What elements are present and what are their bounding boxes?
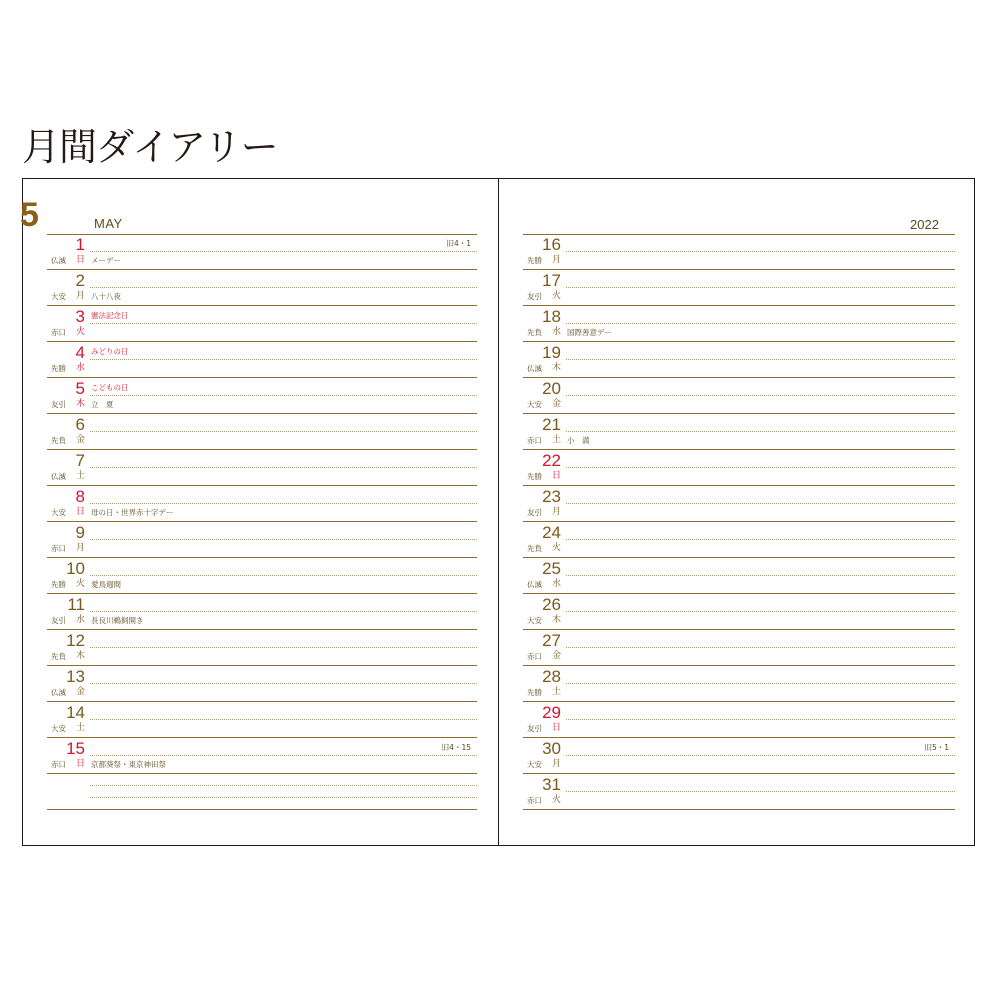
weekday-label: 火 (76, 327, 86, 337)
rokuyo-label: 仏滅 (51, 256, 66, 265)
weekday-label: 火 (552, 543, 562, 553)
rokuyo-label: 先勝 (527, 256, 542, 265)
dotted-line (90, 575, 477, 576)
memo-row[interactable] (47, 775, 477, 811)
holiday-label: みどりの日 (91, 347, 129, 356)
row-rule (523, 485, 955, 486)
weekday-label: 月 (552, 255, 562, 265)
weekday-label: 土 (552, 435, 562, 445)
weekday-label: 木 (76, 651, 86, 661)
day-row[interactable] (47, 235, 477, 271)
day-row[interactable] (47, 379, 477, 415)
lunar-date: 旧4・15 (441, 743, 471, 752)
weekday-label: 土 (552, 687, 562, 697)
weekday-label: 水 (76, 363, 86, 373)
weekday-label: 火 (552, 795, 562, 805)
row-rule (47, 413, 477, 414)
dotted-line (90, 683, 477, 684)
weekday-label: 日 (76, 255, 86, 265)
dotted-line (90, 395, 477, 396)
event-label: 立 夏 (91, 400, 114, 409)
day-row[interactable] (523, 739, 955, 775)
day-number: 9 (75, 523, 85, 542)
dotted-line (566, 575, 955, 576)
dotted-line (566, 395, 955, 396)
rokuyo-label: 先負 (527, 328, 542, 337)
row-rule (47, 701, 477, 702)
day-row[interactable] (47, 739, 477, 775)
day-row[interactable] (523, 775, 955, 811)
rokuyo-label: 大安 (51, 508, 66, 517)
day-number: 4 (75, 343, 85, 362)
row-rule (47, 593, 477, 594)
day-number: 11 (67, 595, 85, 614)
lunar-date: 旧4・1 (446, 239, 471, 248)
day-row[interactable] (523, 271, 955, 307)
dotted-line (566, 251, 955, 252)
weekday-label: 水 (552, 327, 562, 337)
holiday-label: 憲法記念日 (91, 311, 129, 320)
dotted-line (90, 719, 477, 720)
row-rule (47, 305, 477, 306)
day-row[interactable] (47, 451, 477, 487)
day-row[interactable] (47, 667, 477, 703)
dotted-line (566, 683, 955, 684)
day-number: 3 (75, 307, 85, 326)
rokuyo-label: 友引 (527, 724, 542, 733)
dotted-line (90, 539, 477, 540)
day-row[interactable] (523, 631, 955, 667)
weekday-label: 木 (552, 615, 562, 625)
day-number: 29 (542, 703, 561, 722)
row-rule (47, 809, 477, 810)
event-label: メーデー (91, 256, 121, 265)
rokuyo-label: 赤口 (527, 436, 542, 445)
day-row[interactable] (523, 451, 955, 487)
day-row[interactable] (47, 595, 477, 631)
dotted-line (566, 755, 955, 756)
page-title: 月間ダイアリー (22, 125, 278, 169)
event-label: 京都葵祭・東京神田祭 (91, 760, 166, 769)
day-number: 23 (542, 487, 561, 506)
year-label: 2022 (910, 217, 939, 232)
event-label: 母の日・世界赤十字デー (91, 508, 174, 517)
event-label: 国際善意デー (567, 328, 612, 337)
row-rule (523, 269, 955, 270)
rokuyo-label: 先勝 (51, 580, 66, 589)
row-rule (47, 485, 477, 486)
day-number: 10 (66, 559, 85, 578)
dotted-line (90, 611, 477, 612)
row-rule (47, 737, 477, 738)
weekday-label: 金 (76, 687, 86, 697)
weekday-label: 金 (552, 651, 562, 661)
day-row[interactable] (523, 559, 955, 595)
row-rule (47, 557, 477, 558)
dotted-line (566, 611, 955, 612)
weekday-label: 月 (552, 759, 562, 769)
day-number: 26 (542, 595, 561, 614)
dotted-line (90, 785, 477, 786)
rokuyo-label: 赤口 (527, 796, 542, 805)
dotted-line (90, 323, 477, 324)
day-number: 12 (66, 631, 85, 650)
day-number: 6 (75, 415, 85, 434)
row-rule (523, 305, 955, 306)
weekday-label: 日 (76, 507, 86, 517)
weekday-label: 日 (552, 723, 562, 733)
day-number: 18 (542, 307, 561, 326)
day-number: 31 (542, 775, 561, 794)
day-row[interactable] (47, 307, 477, 343)
dotted-line (90, 359, 477, 360)
day-number: 21 (542, 415, 561, 434)
row-rule (47, 341, 477, 342)
row-rule (47, 449, 477, 450)
day-row[interactable] (47, 631, 477, 667)
month-name: MAY (94, 216, 123, 231)
day-number: 30 (542, 739, 561, 758)
dotted-line (566, 287, 955, 288)
day-row[interactable] (523, 343, 955, 379)
row-rule (523, 629, 955, 630)
row-rule (523, 341, 955, 342)
row-rule (523, 665, 955, 666)
rokuyo-label: 友引 (51, 400, 66, 409)
day-number: 8 (75, 487, 85, 506)
day-row[interactable] (523, 379, 955, 415)
rokuyo-label: 先負 (51, 652, 66, 661)
row-rule (47, 377, 477, 378)
rokuyo-label: 友引 (527, 292, 542, 301)
dotted-line (566, 539, 955, 540)
dotted-line (90, 287, 477, 288)
weekday-label: 火 (552, 291, 562, 301)
day-number: 17 (542, 271, 561, 290)
book-spine (498, 178, 499, 846)
day-number: 24 (542, 523, 561, 542)
day-row[interactable] (523, 235, 955, 271)
lunar-date: 旧5・1 (924, 743, 949, 752)
dotted-line (566, 323, 955, 324)
weekday-label: 月 (552, 507, 562, 517)
weekday-label: 日 (76, 759, 86, 769)
rokuyo-label: 先勝 (527, 688, 542, 697)
row-rule (47, 629, 477, 630)
day-row[interactable] (523, 595, 955, 631)
dotted-line (566, 719, 955, 720)
event-label: 小 満 (567, 436, 590, 445)
day-number: 16 (542, 235, 561, 254)
rokuyo-label: 仏滅 (527, 580, 542, 589)
day-number: 22 (542, 451, 561, 470)
dotted-line (566, 467, 955, 468)
day-number: 7 (75, 451, 85, 470)
row-rule (523, 809, 955, 810)
rokuyo-label: 仏滅 (527, 364, 542, 373)
event-label: 八十八夜 (91, 292, 121, 301)
day-number: 15 (66, 739, 85, 758)
day-number: 25 (542, 559, 561, 578)
day-number: 28 (542, 667, 561, 686)
row-rule (523, 593, 955, 594)
event-label: 愛鳥週間 (91, 580, 121, 589)
dotted-line (90, 503, 477, 504)
day-row[interactable] (523, 523, 955, 559)
day-row[interactable] (47, 703, 477, 739)
rokuyo-label: 大安 (527, 616, 542, 625)
day-row[interactable] (523, 703, 955, 739)
weekday-label: 月 (76, 291, 86, 301)
rokuyo-label: 赤口 (527, 652, 542, 661)
day-row[interactable] (47, 559, 477, 595)
day-row[interactable] (523, 415, 955, 451)
dotted-line (90, 431, 477, 432)
rokuyo-label: 先勝 (527, 472, 542, 481)
weekday-label: 土 (76, 723, 86, 733)
day-number: 20 (542, 379, 561, 398)
rokuyo-label: 赤口 (51, 544, 66, 553)
weekday-label: 土 (76, 471, 86, 481)
day-number: 13 (66, 667, 85, 686)
day-row[interactable] (523, 667, 955, 703)
day-number: 14 (66, 703, 85, 722)
weekday-label: 木 (76, 399, 86, 409)
day-number: 5 (75, 379, 85, 398)
holiday-label: こどもの日 (91, 383, 129, 392)
rokuyo-label: 友引 (51, 616, 66, 625)
dotted-line (566, 503, 955, 504)
rokuyo-label: 赤口 (51, 760, 66, 769)
rokuyo-label: 大安 (527, 760, 542, 769)
row-rule (523, 377, 955, 378)
rokuyo-label: 先負 (527, 544, 542, 553)
dotted-line (566, 431, 955, 432)
rokuyo-label: 友引 (527, 508, 542, 517)
weekday-label: 水 (76, 615, 86, 625)
row-rule (523, 773, 955, 774)
weekday-label: 金 (552, 399, 562, 409)
dotted-line (566, 791, 955, 792)
rokuyo-label: 大安 (51, 724, 66, 733)
day-number: 2 (75, 271, 85, 290)
day-row[interactable] (47, 343, 477, 379)
day-number: 1 (75, 235, 85, 254)
dotted-line (566, 359, 955, 360)
rokuyo-label: 赤口 (51, 328, 66, 337)
dotted-line (90, 467, 477, 468)
weekday-label: 月 (76, 543, 86, 553)
row-rule (523, 737, 955, 738)
dotted-line (90, 251, 477, 252)
rokuyo-label: 先勝 (51, 364, 66, 373)
dotted-line (90, 755, 477, 756)
event-label: 長良川鵜飼開き (91, 616, 144, 625)
row-rule (47, 521, 477, 522)
weekday-label: 火 (76, 579, 86, 589)
rokuyo-label: 先負 (51, 436, 66, 445)
dotted-line (566, 647, 955, 648)
day-row[interactable] (47, 523, 477, 559)
rokuyo-label: 大安 (51, 292, 66, 301)
row-rule (523, 557, 955, 558)
row-rule (523, 449, 955, 450)
day-row[interactable] (47, 271, 477, 307)
row-rule (47, 773, 477, 774)
day-row[interactable] (523, 307, 955, 343)
dotted-line (90, 647, 477, 648)
month-number: 5 (20, 196, 39, 234)
day-row[interactable] (47, 415, 477, 451)
day-row[interactable] (523, 487, 955, 523)
day-number: 27 (542, 631, 561, 650)
weekday-label: 金 (76, 435, 86, 445)
row-rule (523, 701, 955, 702)
day-row[interactable] (47, 487, 477, 523)
dotted-line (90, 797, 477, 798)
row-rule (47, 269, 477, 270)
rokuyo-label: 仏滅 (51, 472, 66, 481)
weekday-label: 日 (552, 471, 562, 481)
weekday-label: 水 (552, 579, 562, 589)
rokuyo-label: 大安 (527, 400, 542, 409)
weekday-label: 木 (552, 363, 562, 373)
day-number: 19 (542, 343, 561, 362)
row-rule (523, 521, 955, 522)
row-rule (47, 665, 477, 666)
row-rule (523, 413, 955, 414)
rokuyo-label: 仏滅 (51, 688, 66, 697)
